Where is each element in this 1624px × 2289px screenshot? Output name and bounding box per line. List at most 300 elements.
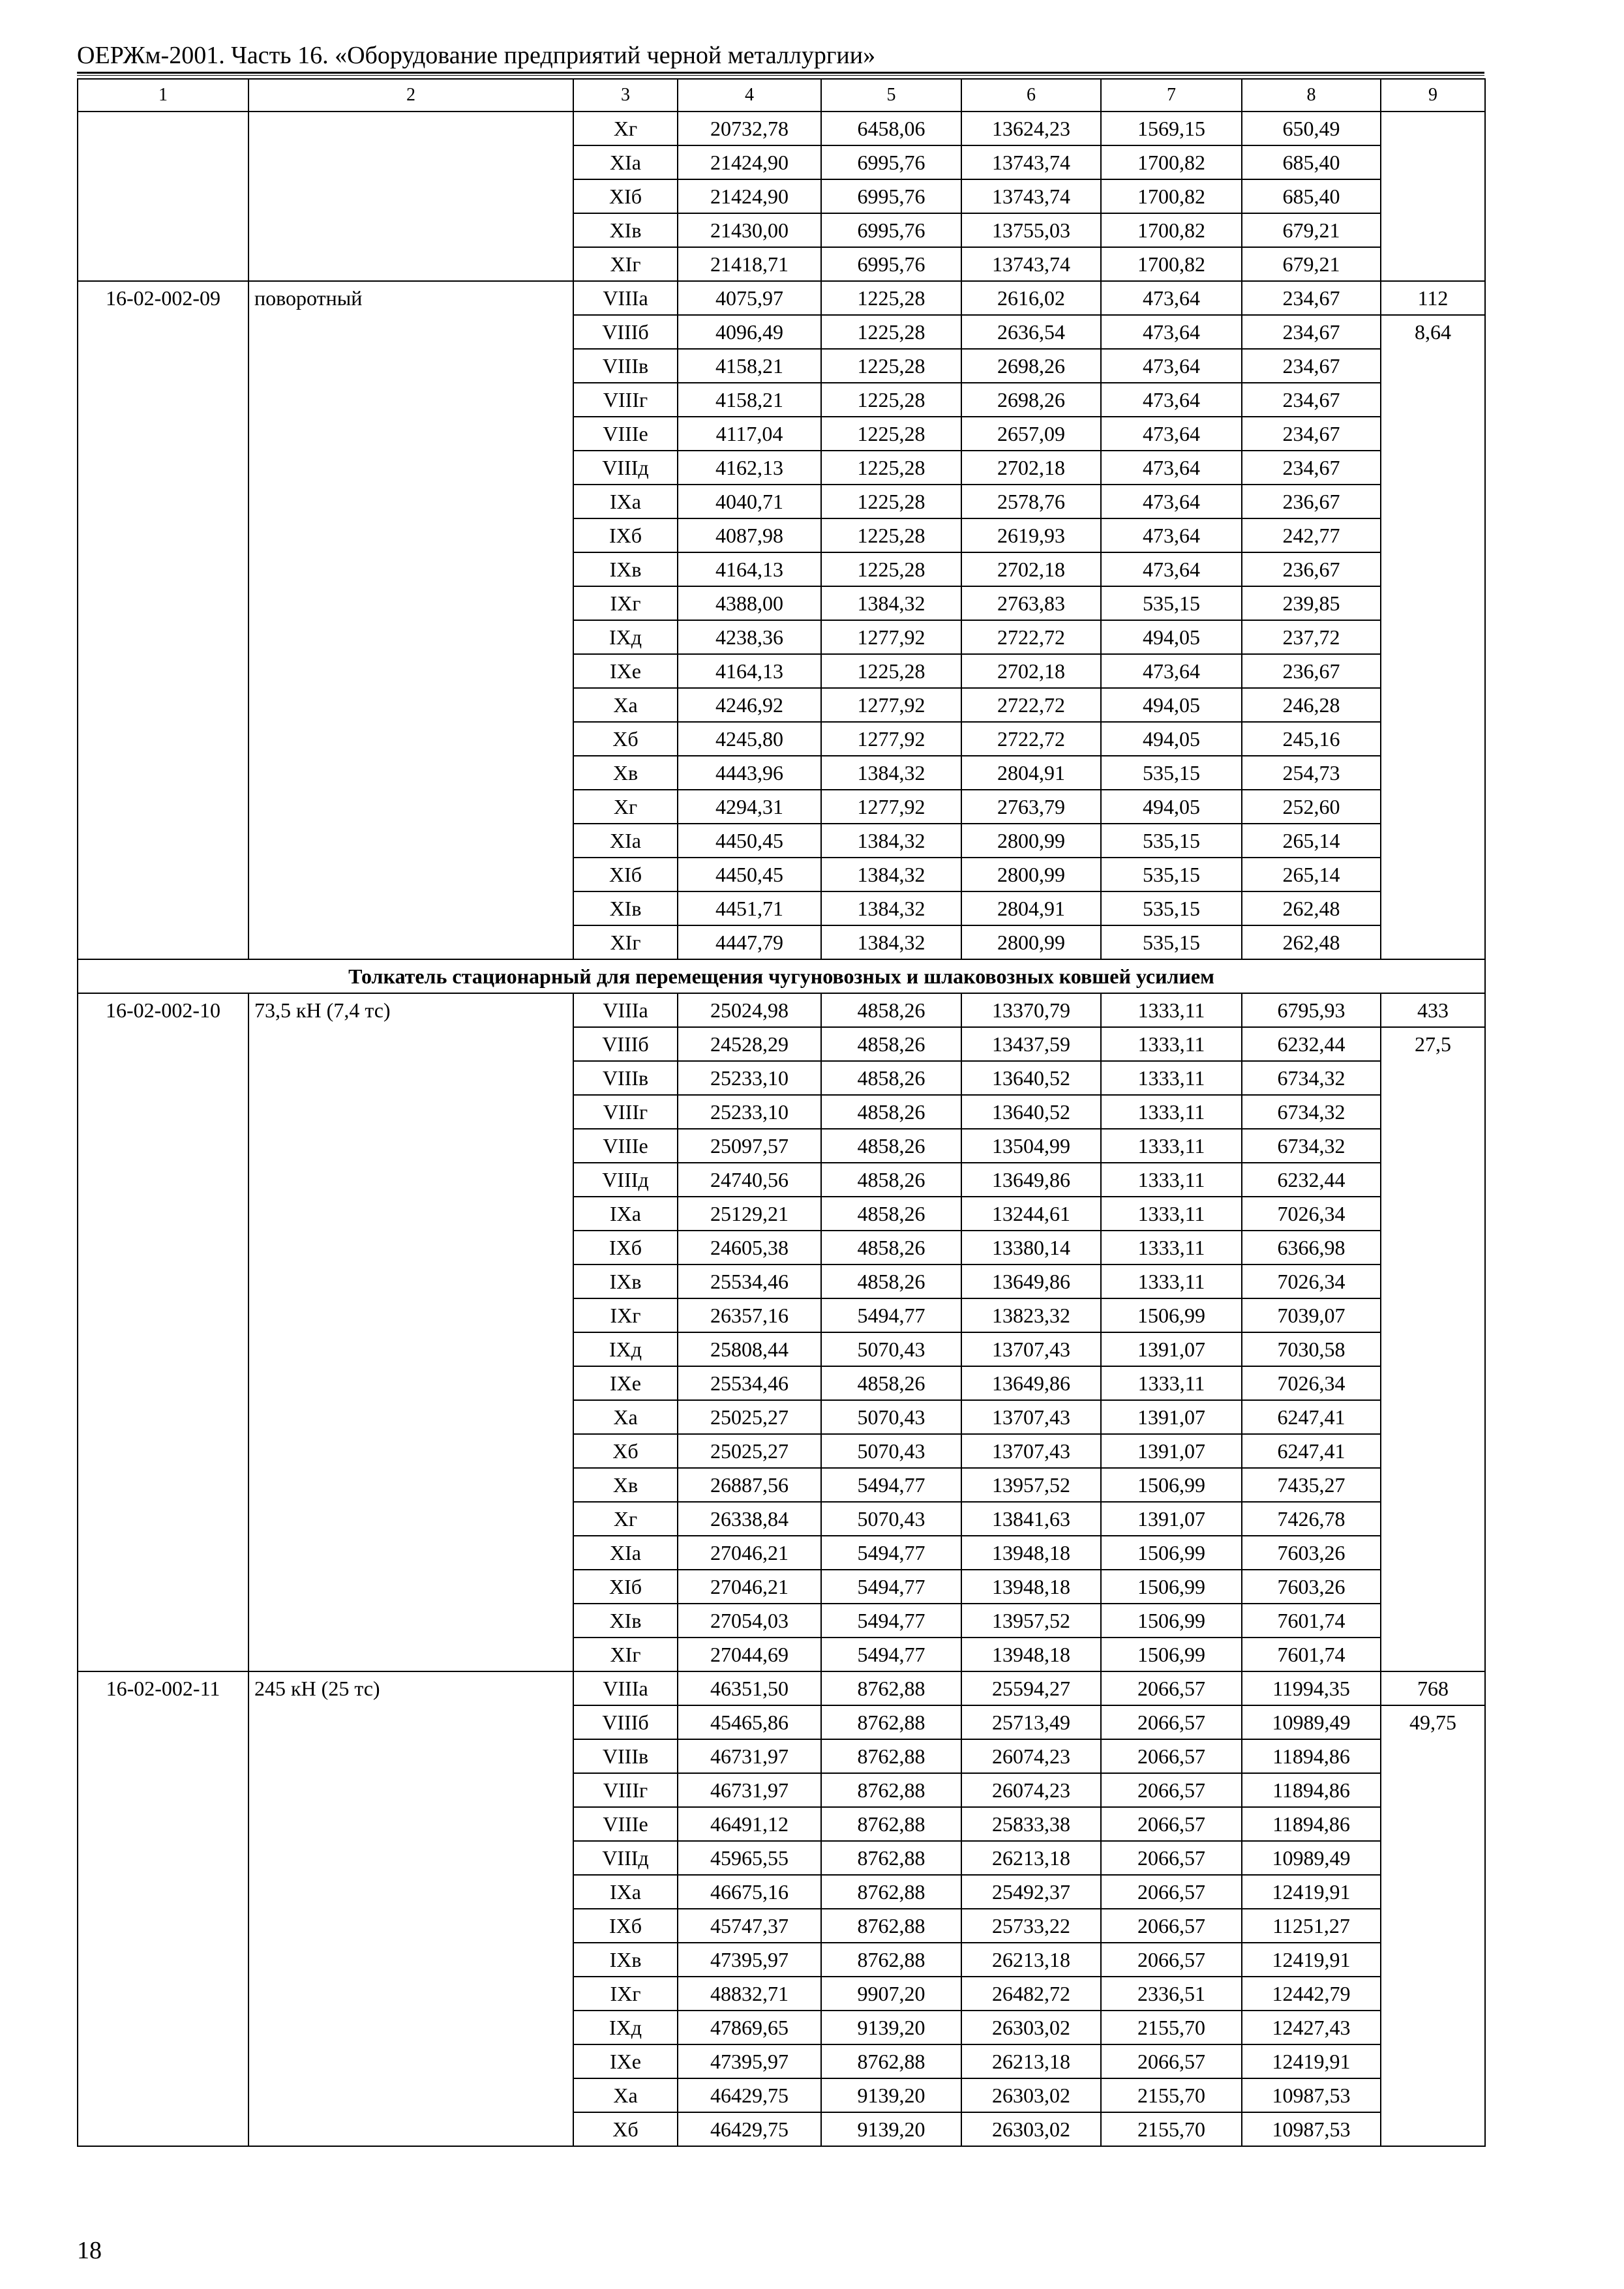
operator-wages-cell: 535,15 (1101, 586, 1242, 620)
labor-wages-cell: 9907,20 (821, 1977, 961, 2011)
total-cost-cell: 47395,97 (678, 2044, 821, 2078)
machine-operation-cell: 2722,72 (961, 688, 1101, 722)
price-zone-cell: IXб (573, 1231, 678, 1264)
machine-operation-cell: 25713,49 (961, 1705, 1101, 1739)
total-cost-cell: 4450,45 (678, 858, 821, 891)
total-cost-cell: 4075,97 (678, 281, 821, 315)
labor-wages-cell: 8762,88 (821, 2044, 961, 2078)
total-cost-cell: 4443,96 (678, 756, 821, 790)
operator-wages-cell: 473,64 (1101, 417, 1242, 451)
total-cost-cell: 26338,84 (678, 1502, 821, 1536)
total-cost-cell: 46491,12 (678, 1807, 821, 1841)
labor-wages-cell: 8762,88 (821, 1739, 961, 1773)
price-zone-cell: XIв (573, 213, 678, 247)
materials-cost-cell: 237,72 (1242, 620, 1381, 654)
item-code-cell: 16-02-002-09 (78, 281, 248, 959)
price-zone-cell: XIб (573, 179, 678, 213)
operator-wages-cell: 535,15 (1101, 925, 1242, 959)
price-zone-cell: VIIIд (573, 451, 678, 485)
operator-wages-cell: 2066,57 (1101, 1671, 1242, 1705)
operator-wages-cell: 473,64 (1101, 654, 1242, 688)
labor-hours-cell: 27,5 (1381, 1027, 1485, 1671)
total-cost-cell: 27046,21 (678, 1570, 821, 1604)
price-zone-cell: Xб (573, 2112, 678, 2146)
labor-wages-cell: 4858,26 (821, 1163, 961, 1197)
total-cost-cell: 26887,56 (678, 1468, 821, 1502)
machine-operation-cell: 2616,02 (961, 281, 1101, 315)
operator-wages-cell: 535,15 (1101, 824, 1242, 858)
machine-operation-cell: 13707,43 (961, 1400, 1101, 1434)
machine-operation-cell: 13743,74 (961, 145, 1101, 179)
materials-cost-cell: 262,48 (1242, 925, 1381, 959)
machine-operation-cell: 2698,26 (961, 349, 1101, 383)
item-name-cell: 73,5 кН (7,4 тс) (248, 993, 573, 1671)
total-cost-cell: 21424,90 (678, 179, 821, 213)
price-zone-cell: XIб (573, 858, 678, 891)
labor-wages-cell: 8762,88 (821, 1773, 961, 1807)
machine-operation-cell: 13755,03 (961, 213, 1101, 247)
price-zone-cell: IXе (573, 654, 678, 688)
price-zone-cell: Xб (573, 722, 678, 756)
labor-wages-cell: 6995,76 (821, 213, 961, 247)
total-cost-cell: 25097,57 (678, 1129, 821, 1163)
total-cost-cell: 4087,98 (678, 518, 821, 552)
operator-wages-cell: 2155,70 (1101, 2112, 1242, 2146)
machine-operation-cell: 13841,63 (961, 1502, 1101, 1536)
materials-cost-cell: 234,67 (1242, 451, 1381, 485)
labor-wages-cell: 1225,28 (821, 552, 961, 586)
price-zone-cell: Xв (573, 1468, 678, 1502)
price-zone-cell: VIIIа (573, 1671, 678, 1705)
header-divider (77, 72, 1484, 74)
materials-cost-cell: 6232,44 (1242, 1027, 1381, 1061)
machine-operation-cell: 26213,18 (961, 1943, 1101, 1977)
labor-wages-cell: 8762,88 (821, 1671, 961, 1705)
labor-hours-cell: 433 (1381, 993, 1485, 1027)
total-cost-cell: 4162,13 (678, 451, 821, 485)
price-zone-cell: XIа (573, 1536, 678, 1570)
price-zone-cell: VIIIв (573, 349, 678, 383)
labor-hours-cell (1381, 112, 1485, 281)
total-cost-cell: 4246,92 (678, 688, 821, 722)
price-zone-cell: IXа (573, 1197, 678, 1231)
machine-operation-cell: 13649,86 (961, 1264, 1101, 1298)
materials-cost-cell: 650,49 (1242, 112, 1381, 145)
labor-wages-cell: 1384,32 (821, 586, 961, 620)
labor-wages-cell: 5494,77 (821, 1604, 961, 1638)
machine-operation-cell: 13244,61 (961, 1197, 1101, 1231)
total-cost-cell: 25129,21 (678, 1197, 821, 1231)
materials-cost-cell: 234,67 (1242, 315, 1381, 349)
materials-cost-cell: 10987,53 (1242, 2078, 1381, 2112)
machine-operation-cell: 13437,59 (961, 1027, 1101, 1061)
price-zone-cell: XIа (573, 824, 678, 858)
labor-hours-cell: 768 (1381, 1671, 1485, 1705)
machine-operation-cell: 13380,14 (961, 1231, 1101, 1264)
materials-cost-cell: 6795,93 (1242, 993, 1381, 1027)
total-cost-cell: 46351,50 (678, 1671, 821, 1705)
machine-operation-cell: 2702,18 (961, 654, 1101, 688)
labor-wages-cell: 8762,88 (821, 1943, 961, 1977)
materials-cost-cell: 265,14 (1242, 858, 1381, 891)
machine-operation-cell: 26074,23 (961, 1773, 1101, 1807)
labor-wages-cell: 5494,77 (821, 1536, 961, 1570)
column-number: 8 (1242, 79, 1381, 112)
operator-wages-cell: 1700,82 (1101, 179, 1242, 213)
price-zone-cell: IXб (573, 1909, 678, 1943)
operator-wages-cell: 473,64 (1101, 552, 1242, 586)
materials-cost-cell: 7039,07 (1242, 1298, 1381, 1332)
materials-cost-cell: 7603,26 (1242, 1536, 1381, 1570)
labor-wages-cell: 8762,88 (821, 1705, 961, 1739)
total-cost-cell: 27044,69 (678, 1638, 821, 1671)
materials-cost-cell: 236,67 (1242, 552, 1381, 586)
labor-wages-cell: 9139,20 (821, 2078, 961, 2112)
table-row (78, 993, 1485, 1027)
materials-cost-cell: 12419,91 (1242, 1875, 1381, 1909)
labor-wages-cell: 1225,28 (821, 654, 961, 688)
header-divider-thin (77, 75, 1484, 76)
materials-cost-cell: 236,67 (1242, 485, 1381, 518)
operator-wages-cell: 1506,99 (1101, 1298, 1242, 1332)
price-zone-cell: VIIIв (573, 1739, 678, 1773)
machine-operation-cell: 13707,43 (961, 1332, 1101, 1366)
price-zone-cell: VIIIд (573, 1163, 678, 1197)
machine-operation-cell: 2702,18 (961, 451, 1101, 485)
total-cost-cell: 45965,55 (678, 1841, 821, 1875)
machine-operation-cell: 13640,52 (961, 1061, 1101, 1095)
total-cost-cell: 4238,36 (678, 620, 821, 654)
price-zone-cell: VIIIа (573, 281, 678, 315)
machine-operation-cell: 26213,18 (961, 2044, 1101, 2078)
materials-cost-cell: 6366,98 (1242, 1231, 1381, 1264)
section-title: Толкатель стационарный для перемещения чугуновозных и шлаковозных ковшей усилием (78, 959, 1485, 993)
operator-wages-cell: 1333,11 (1101, 1264, 1242, 1298)
column-number: 3 (573, 79, 678, 112)
total-cost-cell: 4447,79 (678, 925, 821, 959)
price-zone-cell: Xб (573, 1434, 678, 1468)
price-zone-cell: XIг (573, 1638, 678, 1671)
machine-operation-cell: 2698,26 (961, 383, 1101, 417)
materials-cost-cell: 11994,35 (1242, 1671, 1381, 1705)
machine-operation-cell: 2722,72 (961, 722, 1101, 756)
column-number: 1 (78, 79, 248, 112)
materials-cost-cell: 6232,44 (1242, 1163, 1381, 1197)
price-zone-cell: VIIIе (573, 1129, 678, 1163)
price-zone-cell: IXд (573, 1332, 678, 1366)
labor-wages-cell: 1225,28 (821, 349, 961, 383)
materials-cost-cell: 12427,43 (1242, 2011, 1381, 2044)
machine-operation-cell: 13948,18 (961, 1638, 1101, 1671)
total-cost-cell: 45465,86 (678, 1705, 821, 1739)
materials-cost-cell: 679,21 (1242, 213, 1381, 247)
labor-wages-cell: 4858,26 (821, 993, 961, 1027)
labor-wages-cell: 1384,32 (821, 756, 961, 790)
operator-wages-cell: 1391,07 (1101, 1502, 1242, 1536)
machine-operation-cell: 2657,09 (961, 417, 1101, 451)
labor-wages-cell: 1277,92 (821, 790, 961, 824)
materials-cost-cell: 242,77 (1242, 518, 1381, 552)
labor-wages-cell: 6995,76 (821, 145, 961, 179)
machine-operation-cell: 13823,32 (961, 1298, 1101, 1332)
table-row (78, 1671, 1485, 1705)
column-number: 5 (821, 79, 961, 112)
machine-operation-cell: 25594,27 (961, 1671, 1101, 1705)
machine-operation-cell: 2804,91 (961, 891, 1101, 925)
item-code-cell: 16-02-002-11 (78, 1671, 248, 2146)
machine-operation-cell: 13649,86 (961, 1163, 1101, 1197)
materials-cost-cell: 265,14 (1242, 824, 1381, 858)
machine-operation-cell: 26482,72 (961, 1977, 1101, 2011)
item-code-cell (78, 112, 248, 281)
price-zone-cell: IXб (573, 518, 678, 552)
materials-cost-cell: 7426,78 (1242, 1502, 1381, 1536)
price-zone-cell: VIIIд (573, 1841, 678, 1875)
operator-wages-cell: 1506,99 (1101, 1570, 1242, 1604)
price-zone-cell: Xа (573, 1400, 678, 1434)
operator-wages-cell: 1391,07 (1101, 1434, 1242, 1468)
total-cost-cell: 4158,21 (678, 349, 821, 383)
operator-wages-cell: 2066,57 (1101, 1807, 1242, 1841)
materials-cost-cell: 7603,26 (1242, 1570, 1381, 1604)
operator-wages-cell: 473,64 (1101, 349, 1242, 383)
materials-cost-cell: 10989,49 (1242, 1841, 1381, 1875)
total-cost-cell: 46731,97 (678, 1739, 821, 1773)
machine-operation-cell: 26213,18 (961, 1841, 1101, 1875)
operator-wages-cell: 2336,51 (1101, 1977, 1242, 2011)
machine-operation-cell: 26303,02 (961, 2112, 1101, 2146)
price-zone-cell: Xг (573, 112, 678, 145)
price-zone-cell: Xг (573, 1502, 678, 1536)
machine-operation-cell: 2800,99 (961, 858, 1101, 891)
operator-wages-cell: 1391,07 (1101, 1400, 1242, 1434)
price-zone-cell: VIIIб (573, 1027, 678, 1061)
labor-wages-cell: 6458,06 (821, 112, 961, 145)
operator-wages-cell: 1333,11 (1101, 1231, 1242, 1264)
labor-wages-cell: 8762,88 (821, 1909, 961, 1943)
operator-wages-cell: 473,64 (1101, 518, 1242, 552)
operator-wages-cell: 1700,82 (1101, 213, 1242, 247)
materials-cost-cell: 262,48 (1242, 891, 1381, 925)
operator-wages-cell: 1700,82 (1101, 247, 1242, 281)
labor-wages-cell: 5494,77 (821, 1570, 961, 1604)
labor-wages-cell: 9139,20 (821, 2011, 961, 2044)
price-zone-cell: IXв (573, 552, 678, 586)
labor-wages-cell: 1225,28 (821, 383, 961, 417)
materials-cost-cell: 11894,86 (1242, 1739, 1381, 1773)
price-zone-cell: IXв (573, 1264, 678, 1298)
price-zone-cell: XIв (573, 1604, 678, 1638)
operator-wages-cell: 2066,57 (1101, 2044, 1242, 2078)
item-code-cell: 16-02-002-10 (78, 993, 248, 1671)
machine-operation-cell: 2722,72 (961, 620, 1101, 654)
total-cost-cell: 4388,00 (678, 586, 821, 620)
machine-operation-cell: 25492,37 (961, 1875, 1101, 1909)
materials-cost-cell: 236,67 (1242, 654, 1381, 688)
rates-table-body (78, 79, 1485, 2146)
materials-cost-cell: 11894,86 (1242, 1773, 1381, 1807)
operator-wages-cell: 1569,15 (1101, 112, 1242, 145)
operator-wages-cell: 2066,57 (1101, 1705, 1242, 1739)
labor-wages-cell: 8762,88 (821, 1807, 961, 1841)
labor-wages-cell: 8762,88 (821, 1841, 961, 1875)
operator-wages-cell: 1506,99 (1101, 1536, 1242, 1570)
labor-wages-cell: 1225,28 (821, 417, 961, 451)
operator-wages-cell: 1391,07 (1101, 1332, 1242, 1366)
price-zone-cell: VIIIе (573, 1807, 678, 1841)
labor-wages-cell: 1225,28 (821, 451, 961, 485)
labor-wages-cell: 5070,43 (821, 1434, 961, 1468)
operator-wages-cell: 1333,11 (1101, 1366, 1242, 1400)
materials-cost-cell: 11251,27 (1242, 1909, 1381, 1943)
price-zone-cell: IXе (573, 1366, 678, 1400)
labor-wages-cell: 5070,43 (821, 1332, 961, 1366)
column-number: 4 (678, 79, 821, 112)
price-zone-cell: IXг (573, 1298, 678, 1332)
labor-wages-cell: 4858,26 (821, 1095, 961, 1129)
materials-cost-cell: 679,21 (1242, 247, 1381, 281)
materials-cost-cell: 11894,86 (1242, 1807, 1381, 1841)
operator-wages-cell: 473,64 (1101, 451, 1242, 485)
total-cost-cell: 4096,49 (678, 315, 821, 349)
total-cost-cell: 46429,75 (678, 2112, 821, 2146)
machine-operation-cell: 2763,79 (961, 790, 1101, 824)
operator-wages-cell: 1506,99 (1101, 1638, 1242, 1671)
materials-cost-cell: 10989,49 (1242, 1705, 1381, 1739)
materials-cost-cell: 234,67 (1242, 417, 1381, 451)
machine-operation-cell: 13649,86 (961, 1366, 1101, 1400)
price-zone-cell: Xа (573, 2078, 678, 2112)
total-cost-cell: 47869,65 (678, 2011, 821, 2044)
labor-wages-cell: 1225,28 (821, 518, 961, 552)
operator-wages-cell: 1333,11 (1101, 1197, 1242, 1231)
total-cost-cell: 25025,27 (678, 1400, 821, 1434)
machine-operation-cell: 26074,23 (961, 1739, 1101, 1773)
price-zone-cell: VIIIв (573, 1061, 678, 1095)
total-cost-cell: 21424,90 (678, 145, 821, 179)
labor-wages-cell: 1277,92 (821, 688, 961, 722)
price-zone-cell: XIб (573, 1570, 678, 1604)
total-cost-cell: 25025,27 (678, 1434, 821, 1468)
operator-wages-cell: 2155,70 (1101, 2078, 1242, 2112)
operator-wages-cell: 473,64 (1101, 383, 1242, 417)
price-zone-cell: Xг (573, 790, 678, 824)
materials-cost-cell: 12442,79 (1242, 1977, 1381, 2011)
operator-wages-cell: 535,15 (1101, 891, 1242, 925)
total-cost-cell: 4451,71 (678, 891, 821, 925)
labor-wages-cell: 5494,77 (821, 1468, 961, 1502)
price-zone-cell: IXа (573, 485, 678, 518)
column-number: 9 (1381, 79, 1485, 112)
machine-operation-cell: 13743,74 (961, 179, 1101, 213)
total-cost-cell: 25534,46 (678, 1264, 821, 1298)
labor-wages-cell: 1384,32 (821, 858, 961, 891)
operator-wages-cell: 2066,57 (1101, 1841, 1242, 1875)
materials-cost-cell: 234,67 (1242, 383, 1381, 417)
labor-hours-cell: 8,64 (1381, 315, 1485, 959)
table-row (78, 281, 1485, 315)
total-cost-cell: 24528,29 (678, 1027, 821, 1061)
materials-cost-cell: 234,67 (1242, 281, 1381, 315)
total-cost-cell: 27046,21 (678, 1536, 821, 1570)
machine-operation-cell: 13743,74 (961, 247, 1101, 281)
labor-wages-cell: 1384,32 (821, 891, 961, 925)
price-zone-cell: VIIIе (573, 417, 678, 451)
operator-wages-cell: 494,05 (1101, 722, 1242, 756)
materials-cost-cell: 245,16 (1242, 722, 1381, 756)
price-zone-cell: IXд (573, 620, 678, 654)
labor-wages-cell: 4858,26 (821, 1129, 961, 1163)
labor-wages-cell: 5494,77 (821, 1298, 961, 1332)
materials-cost-cell: 12419,91 (1242, 2044, 1381, 2078)
materials-cost-cell: 246,28 (1242, 688, 1381, 722)
price-zone-cell: VIIIб (573, 1705, 678, 1739)
materials-cost-cell: 7601,74 (1242, 1604, 1381, 1638)
machine-operation-cell: 13624,23 (961, 112, 1101, 145)
total-cost-cell: 4164,13 (678, 552, 821, 586)
column-number: 2 (248, 79, 573, 112)
machine-operation-cell: 13957,52 (961, 1604, 1101, 1638)
materials-cost-cell: 6247,41 (1242, 1434, 1381, 1468)
column-number: 7 (1101, 79, 1242, 112)
labor-wages-cell: 6995,76 (821, 179, 961, 213)
operator-wages-cell: 2066,57 (1101, 1943, 1242, 1977)
materials-cost-cell: 6734,32 (1242, 1129, 1381, 1163)
operator-wages-cell: 535,15 (1101, 858, 1242, 891)
price-zone-cell: IXг (573, 586, 678, 620)
total-cost-cell: 25534,46 (678, 1366, 821, 1400)
total-cost-cell: 4164,13 (678, 654, 821, 688)
total-cost-cell: 47395,97 (678, 1943, 821, 1977)
operator-wages-cell: 1506,99 (1101, 1468, 1242, 1502)
materials-cost-cell: 7601,74 (1242, 1638, 1381, 1671)
labor-wages-cell: 9139,20 (821, 2112, 961, 2146)
total-cost-cell: 4294,31 (678, 790, 821, 824)
price-zone-cell: XIв (573, 891, 678, 925)
operator-wages-cell: 473,64 (1101, 315, 1242, 349)
labor-wages-cell: 6995,76 (821, 247, 961, 281)
machine-operation-cell: 2763,83 (961, 586, 1101, 620)
total-cost-cell: 4158,21 (678, 383, 821, 417)
page-header-title: ОЕРЖм-2001. Часть 16. «Оборудование предприятий черной металлургии» (77, 42, 876, 69)
operator-wages-cell: 2066,57 (1101, 1773, 1242, 1807)
price-zone-cell: IXе (573, 2044, 678, 2078)
operator-wages-cell: 2066,57 (1101, 1909, 1242, 1943)
total-cost-cell: 4450,45 (678, 824, 821, 858)
item-name-cell: 245 кН (25 тс) (248, 1671, 573, 2146)
labor-wages-cell: 1225,28 (821, 485, 961, 518)
price-zone-cell: IXа (573, 1875, 678, 1909)
materials-cost-cell: 685,40 (1242, 179, 1381, 213)
machine-operation-cell: 2804,91 (961, 756, 1101, 790)
operator-wages-cell: 473,64 (1101, 485, 1242, 518)
item-name-cell: поворотный (248, 281, 573, 959)
materials-cost-cell: 6734,32 (1242, 1061, 1381, 1095)
labor-wages-cell: 1384,32 (821, 925, 961, 959)
operator-wages-cell: 494,05 (1101, 790, 1242, 824)
price-zone-cell: IXг (573, 1977, 678, 2011)
operator-wages-cell: 1333,11 (1101, 1163, 1242, 1197)
labor-wages-cell: 1225,28 (821, 281, 961, 315)
price-zone-cell: Xв (573, 756, 678, 790)
machine-operation-cell: 2619,93 (961, 518, 1101, 552)
price-zone-cell: VIIIб (573, 315, 678, 349)
machine-operation-cell: 13504,99 (961, 1129, 1101, 1163)
total-cost-cell: 46731,97 (678, 1773, 821, 1807)
labor-wages-cell: 4858,26 (821, 1197, 961, 1231)
materials-cost-cell: 10987,53 (1242, 2112, 1381, 2146)
total-cost-cell: 21418,71 (678, 247, 821, 281)
